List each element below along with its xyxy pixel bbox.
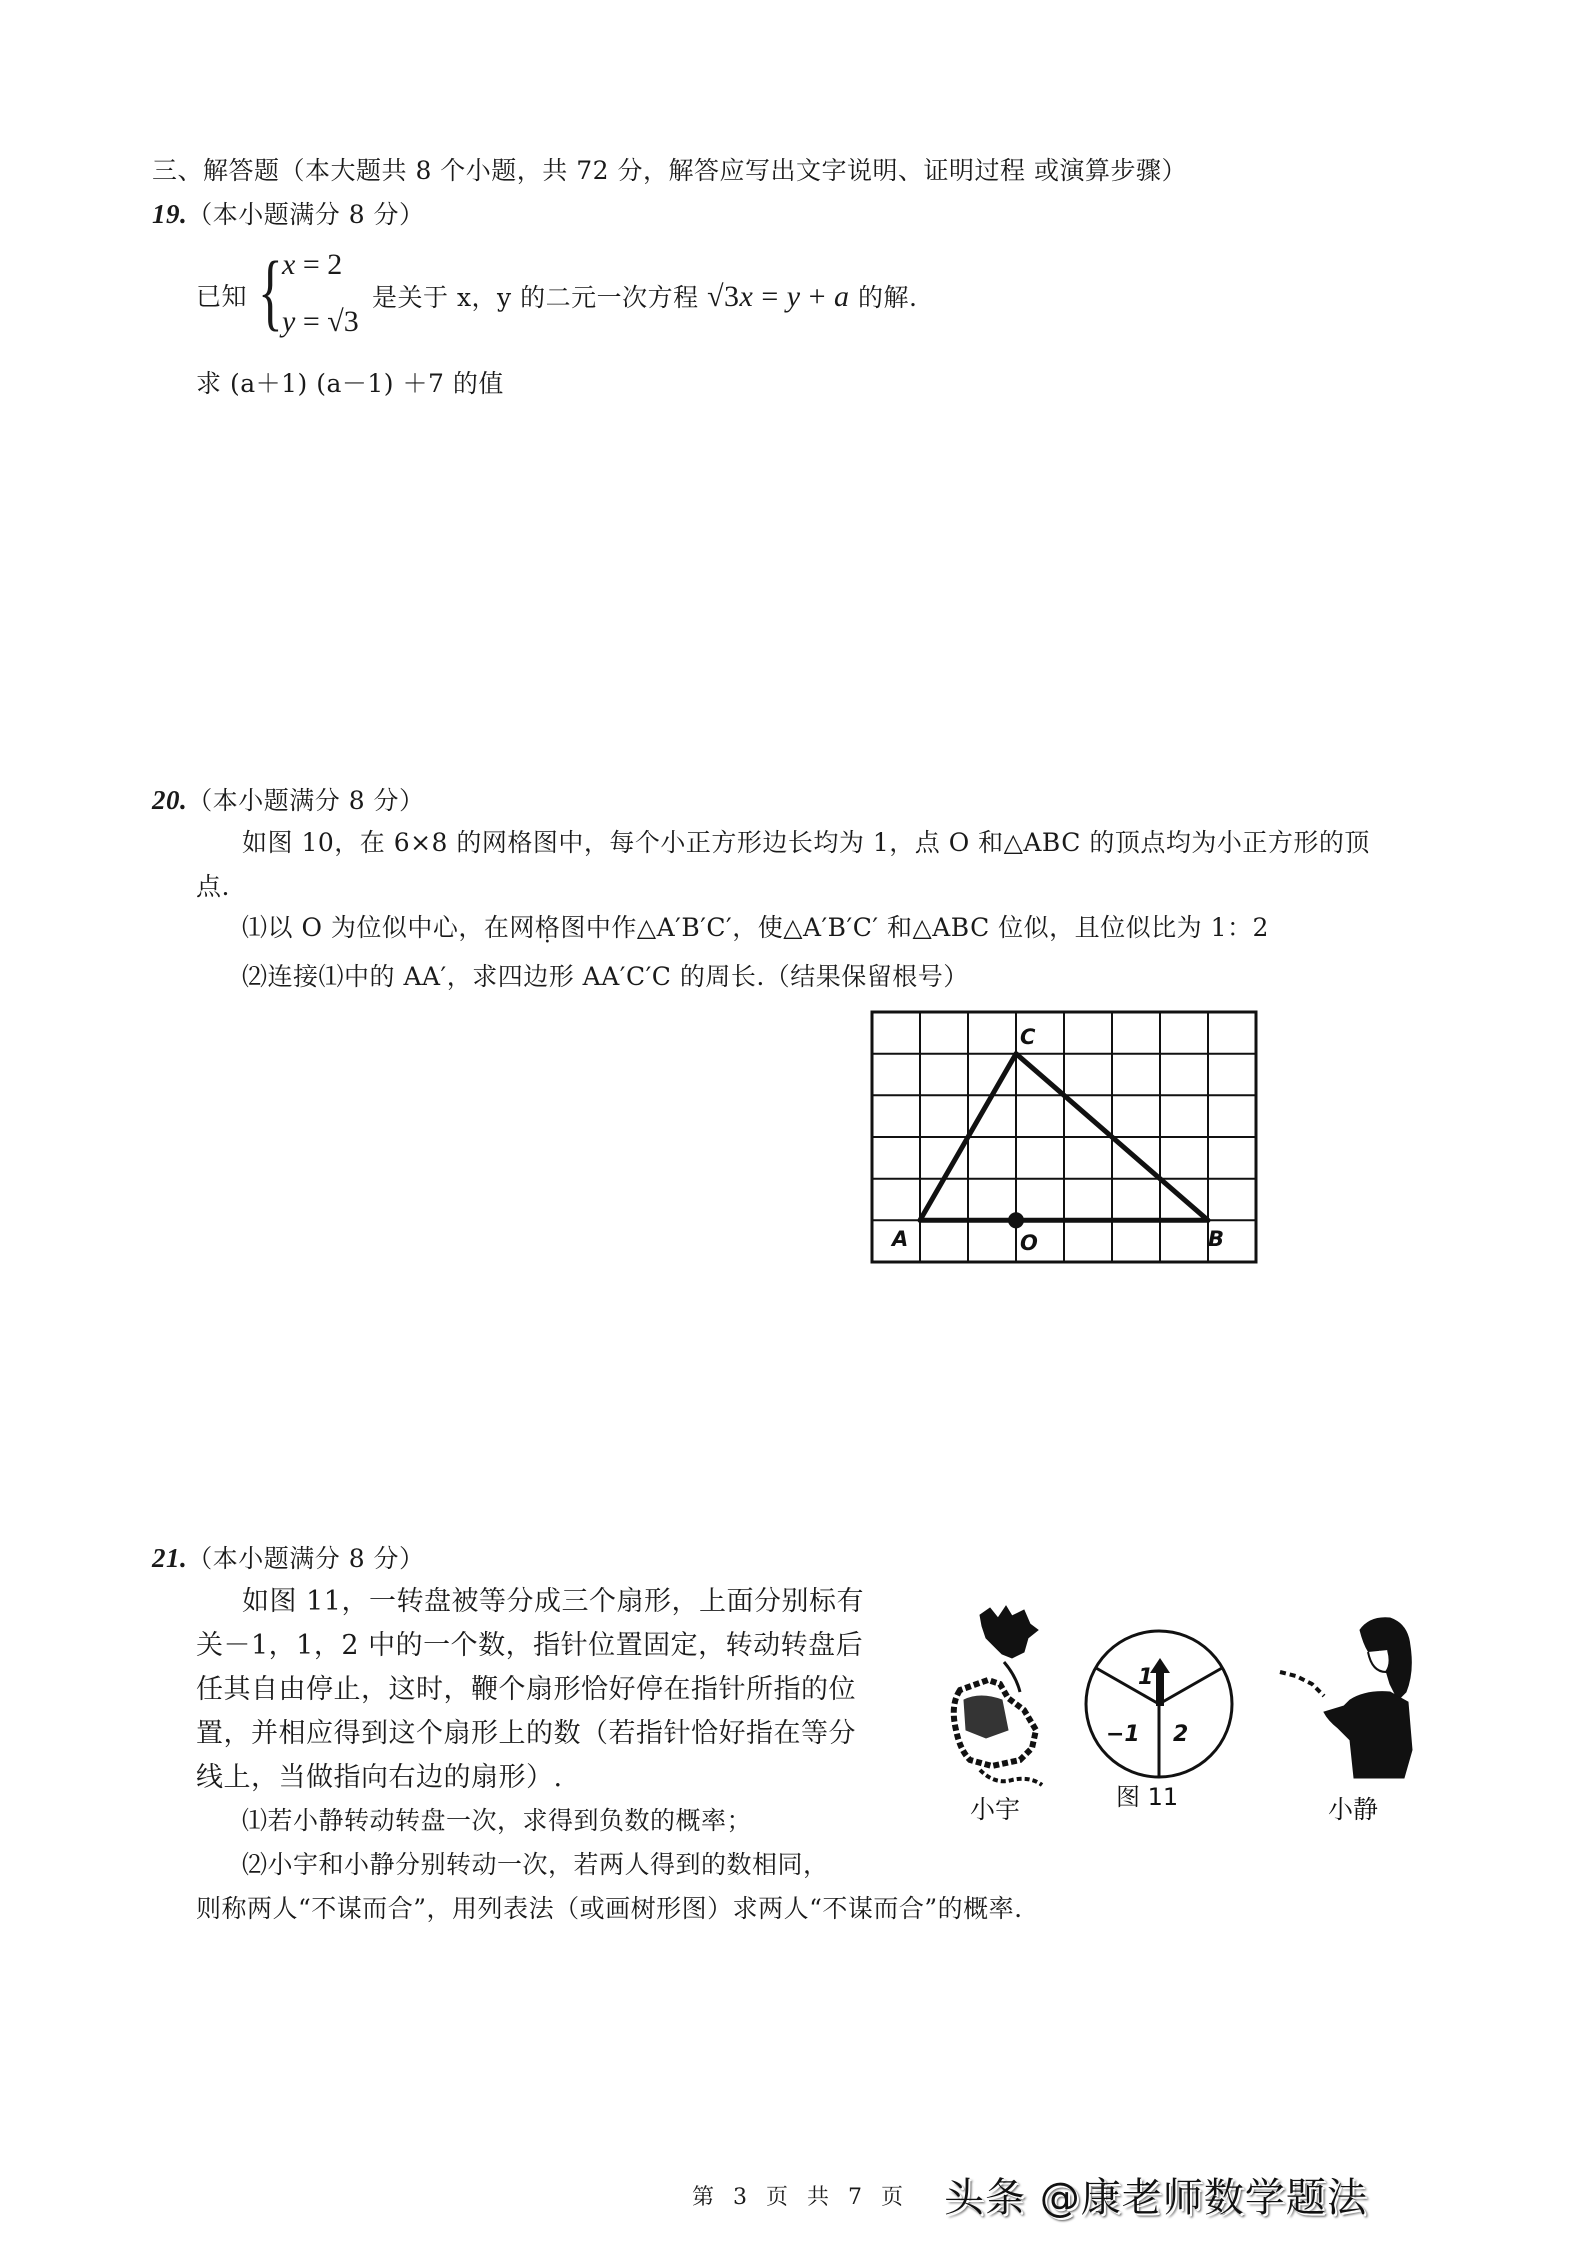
q21-para-3: 任其自由停止，这时，鞭个扇形恰好停在指针所指的位 [196, 1674, 856, 1705]
grid-lines [872, 1012, 1256, 1262]
q20-part2: ⑵连接⑴中的 AA′，求四边形 AA′C′C 的周长.（结果保留根号） [242, 962, 969, 991]
q20-points: （本小题满分 8 分） [187, 786, 425, 815]
section-header: 三、解答题（本大题共 8 个小题，共 72 分，解答应写出文字说明、证明过程 或演算步骤） [152, 156, 1187, 185]
right-person-label: 小静 [1328, 1795, 1379, 1824]
q20-number: 20. [152, 785, 188, 815]
q21-heading [152, 1541, 425, 1576]
page-number: 第 3 页 共 7 页 [692, 2185, 909, 2210]
q19-eq2: y = √3 [282, 305, 359, 338]
q21-para-5: 线上，当做指向右边的扇形）. [196, 1762, 563, 1793]
label-b: B [1208, 1227, 1225, 1251]
q21-number: 21. [152, 1543, 188, 1573]
q19-intro: 已知 [196, 282, 248, 311]
q20-line2: 点. [196, 872, 230, 901]
q19-mid-text [372, 280, 917, 315]
q20-part1 [242, 911, 1269, 945]
q21-part2-b: 则称两人“不谋而合”，用列表法（或画树形图）求两人“不谋而合”的概率. [196, 1894, 1023, 1923]
q19-ask: 求 (a＋1) (a－1) ＋7 的值 [196, 369, 504, 398]
q20-heading [152, 783, 425, 818]
girl-illustration-icon [1280, 1618, 1412, 1778]
sector-label-neg1: −1 [1106, 1722, 1140, 1747]
q19-points: （本小题满分 8 分） [187, 200, 425, 229]
q19-equation: √3x = y + a [707, 280, 850, 313]
watermark: 头条 @康老师数学题法 [944, 2175, 1368, 2221]
q19-mid: 是关于 x，y 的二元一次方程 [372, 283, 699, 312]
q20-line1: 如图 10，在 6×8 的网格图中，每个小正方形边长均为 1，点 O 和△ABC 的顶点均为小正方形的顶 [242, 828, 1370, 857]
boy-illustration-icon [954, 1606, 1042, 1785]
sector-label-1: 1 [1138, 1665, 1154, 1690]
q19-eq1: x = 2 [282, 248, 343, 281]
q21-para-4: 置，并相应得到这个扇形上的数（若指针恰好指在等分 [196, 1718, 856, 1749]
q21-para-2: 关－1，1，2 中的一个数，指针位置固定，转动转盘后 [196, 1630, 864, 1661]
q20-part1-emphasis: 网格图 [509, 913, 586, 942]
spinner-wheel [1086, 1631, 1232, 1777]
grid-figure [866, 1006, 1266, 1276]
figure-11-caption: 图 11 [1116, 1783, 1179, 1811]
system-brace: { [258, 243, 283, 339]
q21-part1: ⑴若小静转动转盘一次，求得到负数的概率； [242, 1806, 753, 1835]
q21-part2-a: ⑵小宇和小静分别转动一次，若两人得到的数相同， [242, 1850, 829, 1879]
left-person-label: 小宇 [970, 1795, 1021, 1824]
sector-label-2: 2 [1173, 1722, 1189, 1747]
q21-para-1: 如图 11，一转盘被等分成三个扇形，上面分别标有 [242, 1586, 864, 1617]
label-a: A [892, 1227, 909, 1251]
label-o: O [1020, 1231, 1038, 1255]
q19-number: 19. [152, 199, 188, 229]
q19-heading [152, 197, 425, 232]
q20-part1-b: 中作△A′B′C′，使△A′B′C′ 和△ABC 位似，且位似比为 1：2 [585, 913, 1269, 942]
point-o [1008, 1212, 1024, 1228]
q20-part1-a: ⑴以 O 为位似中心，在 [242, 913, 510, 942]
q21-points: （本小题满分 8 分） [187, 1544, 425, 1573]
spinner-figure [920, 1580, 1440, 1860]
label-c: C [1020, 1025, 1036, 1049]
q19-end: 的解. [858, 283, 918, 312]
